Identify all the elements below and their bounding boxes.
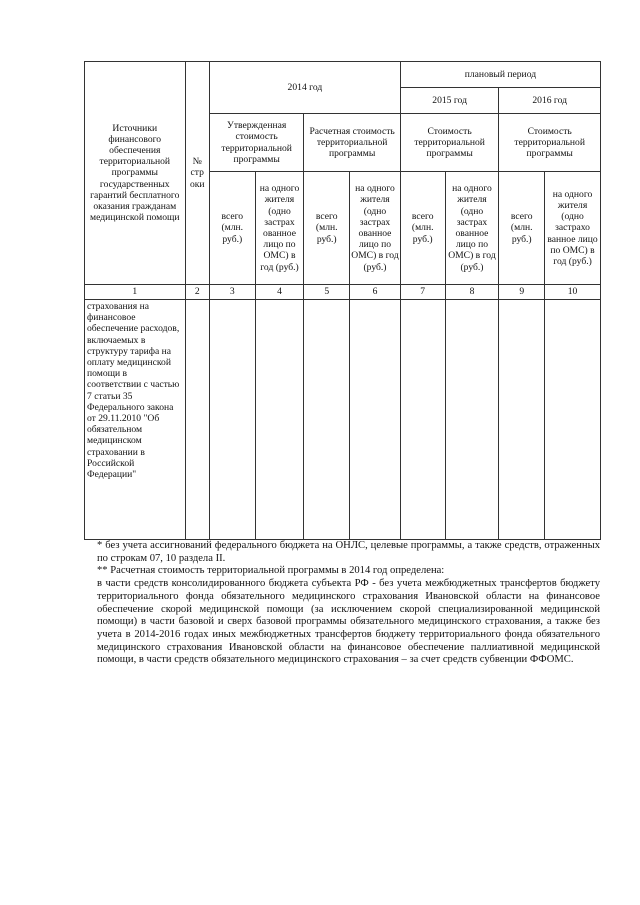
column-number: 4 (255, 285, 304, 300)
table-cell (209, 300, 255, 540)
header-year-2016: 2016 год (499, 88, 601, 114)
header-source: Источники финансового обеспечения территориальной программы государственных гарантий бесплатного оказания гражданам медицинской помощи (85, 62, 186, 285)
financing-table (84, 61, 601, 540)
table-cell (185, 300, 209, 540)
footnotes (97, 540, 600, 667)
header-calc-cost: Расчетная стоимость территориальной программы (304, 114, 400, 172)
table-row (85, 300, 601, 540)
header-cost-2016: Стоимость территориальной программы (499, 114, 601, 172)
column-number-row (85, 285, 601, 300)
column-number: 3 (209, 285, 255, 300)
header-total: всего (млн. руб.) (499, 172, 545, 285)
column-number: 9 (499, 285, 545, 300)
header-year-2015: 2015 год (400, 88, 499, 114)
table-cell (350, 300, 401, 540)
header-per-capita: на одного жителя (одно застрах ованное лицо по ОМС) в год (руб.) (255, 172, 304, 285)
table-cell (255, 300, 304, 540)
header-cost-2015: Стоимость территориальной программы (400, 114, 499, 172)
header-row-no: № стр оки (185, 62, 209, 285)
column-number: 7 (400, 285, 445, 300)
table-cell (304, 300, 350, 540)
column-number: 2 (185, 285, 209, 300)
header-total: всего (млн. руб.) (400, 172, 445, 285)
column-number: 1 (85, 285, 186, 300)
table-cell (545, 300, 601, 540)
table-cell (499, 300, 545, 540)
table-cell (400, 300, 445, 540)
footnote-2: ** Расчетная стоимость территориальной программы в 2014 год определена: (97, 565, 445, 577)
header-total: всего (млн. руб.) (209, 172, 255, 285)
column-number: 10 (545, 285, 601, 300)
header-per-capita: на одного жителя (одно застрах ованное лицо по ОМС) в год (руб.) (445, 172, 499, 285)
footnote-3: в части средств консолидированного бюджета субъекта РФ - без учета межбюджетных трансфертов бюджету территориального фонда обязательного медицинского страхования Ивановской области на финансовое обеспечение скорой медицинской помощи (за исключением скорой специализированной медицинской помощи) в части базовой и сверх базовой программы обязательного медицинского страхования, а также без учета в 2014-2016 годах иных межбюджетных трансфертов бюджету территориального фонда обязательного медицинского страхования Ивановской области на финансовое обеспечение паллиативной медицинской помощи, в части средств обязательного медицинского страхования – за счет средств субвенции ФФОМС. (97, 578, 600, 666)
footnote-1: * без учета ассигнований федерального бюджета на ОНЛС, целевые программы, а также средств, отраженных по строкам 07, 10 раздела II. (97, 540, 600, 564)
column-number: 5 (304, 285, 350, 300)
header-per-capita: на одного жителя (одно застрах ованное лицо по ОМС) в год (руб.) (350, 172, 401, 285)
header-approved-cost: Утвержденная стоимость территориальной программы (209, 114, 303, 172)
row-source-text: страхования на финансовое обеспечение расходов, включаемых в структуру тарифа на оплату медицинской помощи в соответствии с частью 7 статьи 35 Федерального закона от 29.11.2010 "Об обязательном медицинском страховании в Российской Федерации" (85, 300, 186, 540)
table-cell (445, 300, 499, 540)
column-number: 8 (445, 285, 499, 300)
header-total: всего (млн. руб.) (304, 172, 350, 285)
header-per-capita: на одного жителя (одно застрахо ванное лицо по ОМС) в год (руб.) (545, 172, 601, 285)
header-year-2014: 2014 год (209, 62, 400, 114)
column-number: 6 (350, 285, 401, 300)
header-plan-period: плановый период (400, 62, 600, 88)
